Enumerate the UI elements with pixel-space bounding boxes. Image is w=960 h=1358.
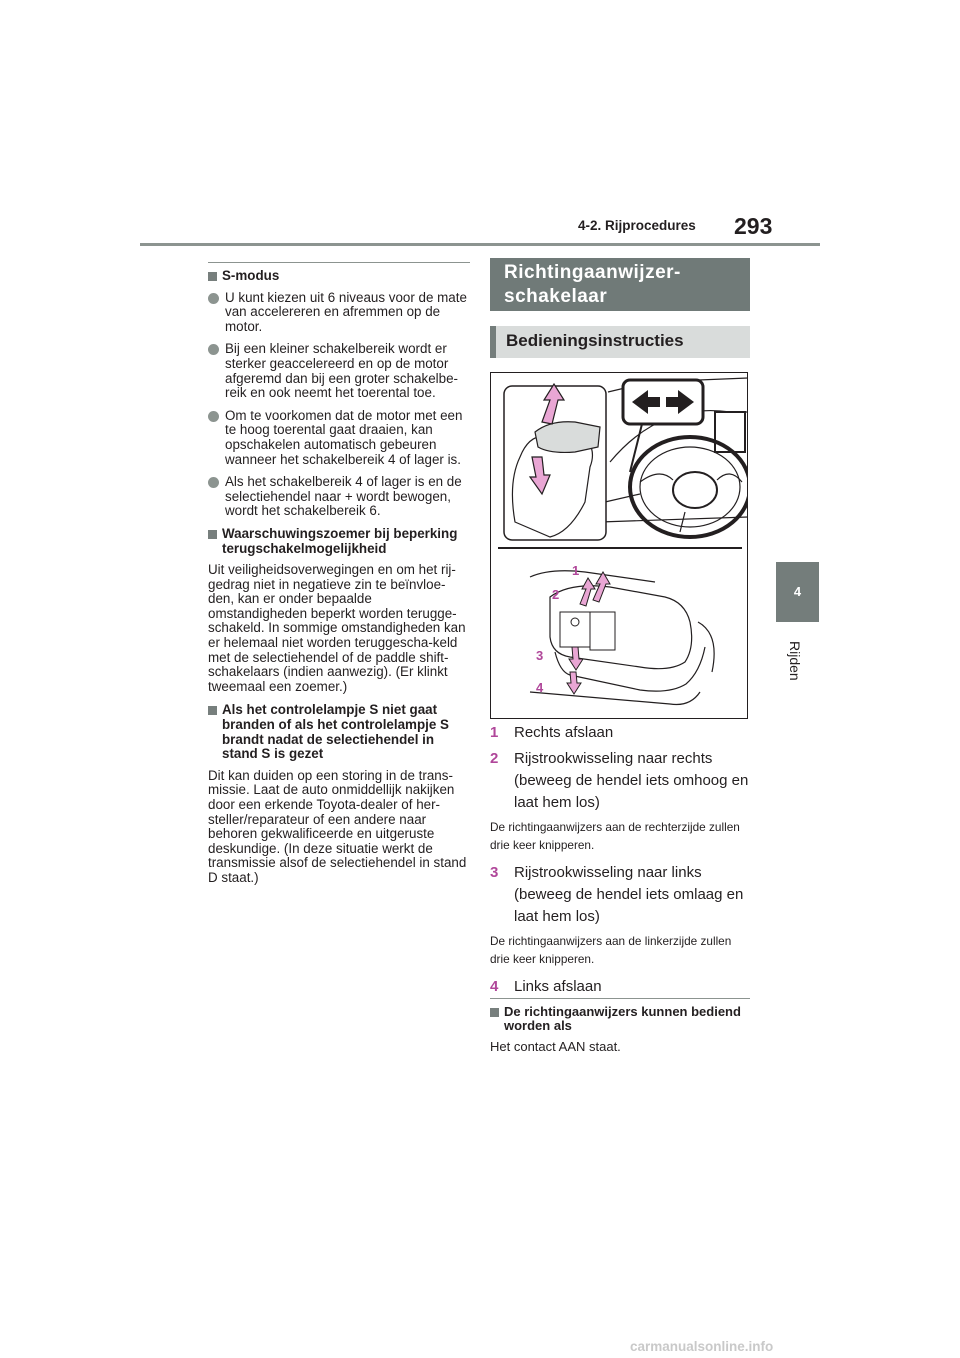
- circle-bullet-icon: [208, 344, 219, 355]
- bullet-item: [208, 409, 470, 467]
- square-bullet-icon: [208, 272, 217, 281]
- figure-label-4: 4: [536, 680, 544, 695]
- s-mode-heading: [208, 269, 470, 284]
- subsection-heading: Bedieningsinstructies: [506, 331, 684, 350]
- bullet-item: [208, 475, 470, 519]
- step-number: 1: [490, 724, 499, 741]
- figure-label-1: 1: [572, 563, 580, 578]
- warning-text: Uit veiligheidsoverwegingen en om het rij-gedrag niet in negatieve zin te beïnvloe-den, kan er onder bepaalde omstandigheden beperkt worden terugge-schakeld. In sommige omstandigheden kan er helemaal niet worden teruggescha-keld met de selectiehendel of de paddle shift-schakelaars (indien aanwezig). (Er klinkt tweemaal een zoemer.): [208, 562, 466, 694]
- square-bullet-icon: [208, 706, 217, 715]
- s-mode-heading-text: S-modus: [222, 268, 280, 283]
- step-note: De richtingaanwijzers aan de rechterzijde zullen drie keer knipperen.: [490, 820, 740, 852]
- circle-bullet-icon: [208, 293, 219, 304]
- operating-conditions: [490, 1005, 752, 1054]
- step-note: De richtingaanwijzers aan de linkerzijde zullen drie keer knipperen.: [490, 934, 732, 966]
- square-bullet-icon: [490, 1008, 499, 1017]
- conditions-heading: [490, 1005, 752, 1033]
- figure-label-2: 2: [552, 587, 560, 602]
- bullet-text: Bij een kleiner schakelbereik wordt er sterker geaccelereerd en op de motor afgeremd dan bij een groter schakelbe-reik en ook neemt het toerental toe.: [225, 341, 458, 401]
- section-title: 4-2. Rijprocedures: [578, 218, 696, 233]
- page-number: 293: [734, 213, 773, 239]
- section-title-box: [490, 258, 750, 311]
- subsection-box: [490, 326, 750, 358]
- step-text: Rijstrookwisseling naar rechts (beweeg de hendel iets omhoog en laat hem los): [514, 750, 749, 811]
- warning-heading-text: Waarschuwingszoemer bij beperking terugschakelmogelijkheid: [222, 525, 458, 556]
- step-text: Rijstrookwisseling naar links (beweeg de hendel iets omlaag en laat hem los): [514, 864, 744, 925]
- chapter-tab: [776, 562, 819, 622]
- warning-heading: [208, 527, 470, 556]
- step-item: [490, 862, 752, 928]
- conditions-text: Het contact AAN staat.: [490, 1039, 621, 1054]
- bullet-item: [208, 342, 470, 400]
- header-rule: [140, 243, 820, 246]
- bullet-text: Als het schakelbereik 4 of lager is en de selectiehendel naar + wordt bewogen, wordt het schakelbereik 6.: [225, 474, 462, 519]
- conditions-heading-text: De richtingaanwijzers kunnen bediend worden als: [504, 1004, 741, 1033]
- step-item: [490, 722, 752, 744]
- bullet-text: U kunt kiezen uit 6 niveaus voor de mate van accelereren en afremmen op de motor.: [225, 289, 467, 334]
- steps-list: [490, 722, 752, 1002]
- watermark: carmanualsonline.info: [630, 1339, 774, 1354]
- figure-label-3: 3: [536, 648, 544, 663]
- bullet-text: Om te voorkomen dat de motor met een te hoog toerental gaat draaien, kan opschakelen automatisch gebeuren wanneer het schakelbereik 4 of lager is.: [225, 407, 463, 467]
- section-rule: [208, 262, 470, 263]
- step-number: 4: [490, 978, 499, 995]
- bullet-item: [208, 291, 470, 335]
- step-item: [490, 976, 752, 998]
- section-heading: Richtingaanwijzer-schakelaar: [504, 262, 681, 307]
- step-item: [490, 748, 752, 814]
- hand-lever-inset: [504, 384, 606, 540]
- indicator-heading-text: Als het controlelampje S niet gaat branden of als het controlelampje S brandt nadat de selectiehendel in stand S is gezet: [222, 702, 449, 762]
- step-text: Links afslaan: [514, 978, 602, 995]
- step-number: 3: [490, 864, 499, 881]
- chapter-label-wrap: [773, 641, 813, 681]
- bottom-rule: [490, 998, 750, 999]
- step-number: 2: [490, 750, 499, 767]
- chapter-label: Rijden: [787, 641, 803, 681]
- circle-bullet-icon: [208, 477, 219, 488]
- square-bullet-icon: [208, 530, 217, 539]
- step-text: Rechts afslaan: [514, 724, 614, 741]
- circle-bullet-icon: [208, 411, 219, 422]
- indicator-text: Dit kan duiden op een storing in de trans-missie. Laat de auto onmiddellijk nakijken door een erkende Toyota-dealer of her-steller/reparateur of een andere naar behoren gekwalificeerde en uitgeruste deskundige. (In deze situatie werkt de transmissie alsof de selectiehendel in stand D staat.): [208, 767, 467, 885]
- chapter-number: 4: [793, 584, 802, 599]
- turn-signal-illustration: [490, 372, 748, 719]
- subsection-bar: [490, 326, 496, 358]
- indicator-heading: [208, 703, 470, 761]
- left-column: [208, 262, 470, 895]
